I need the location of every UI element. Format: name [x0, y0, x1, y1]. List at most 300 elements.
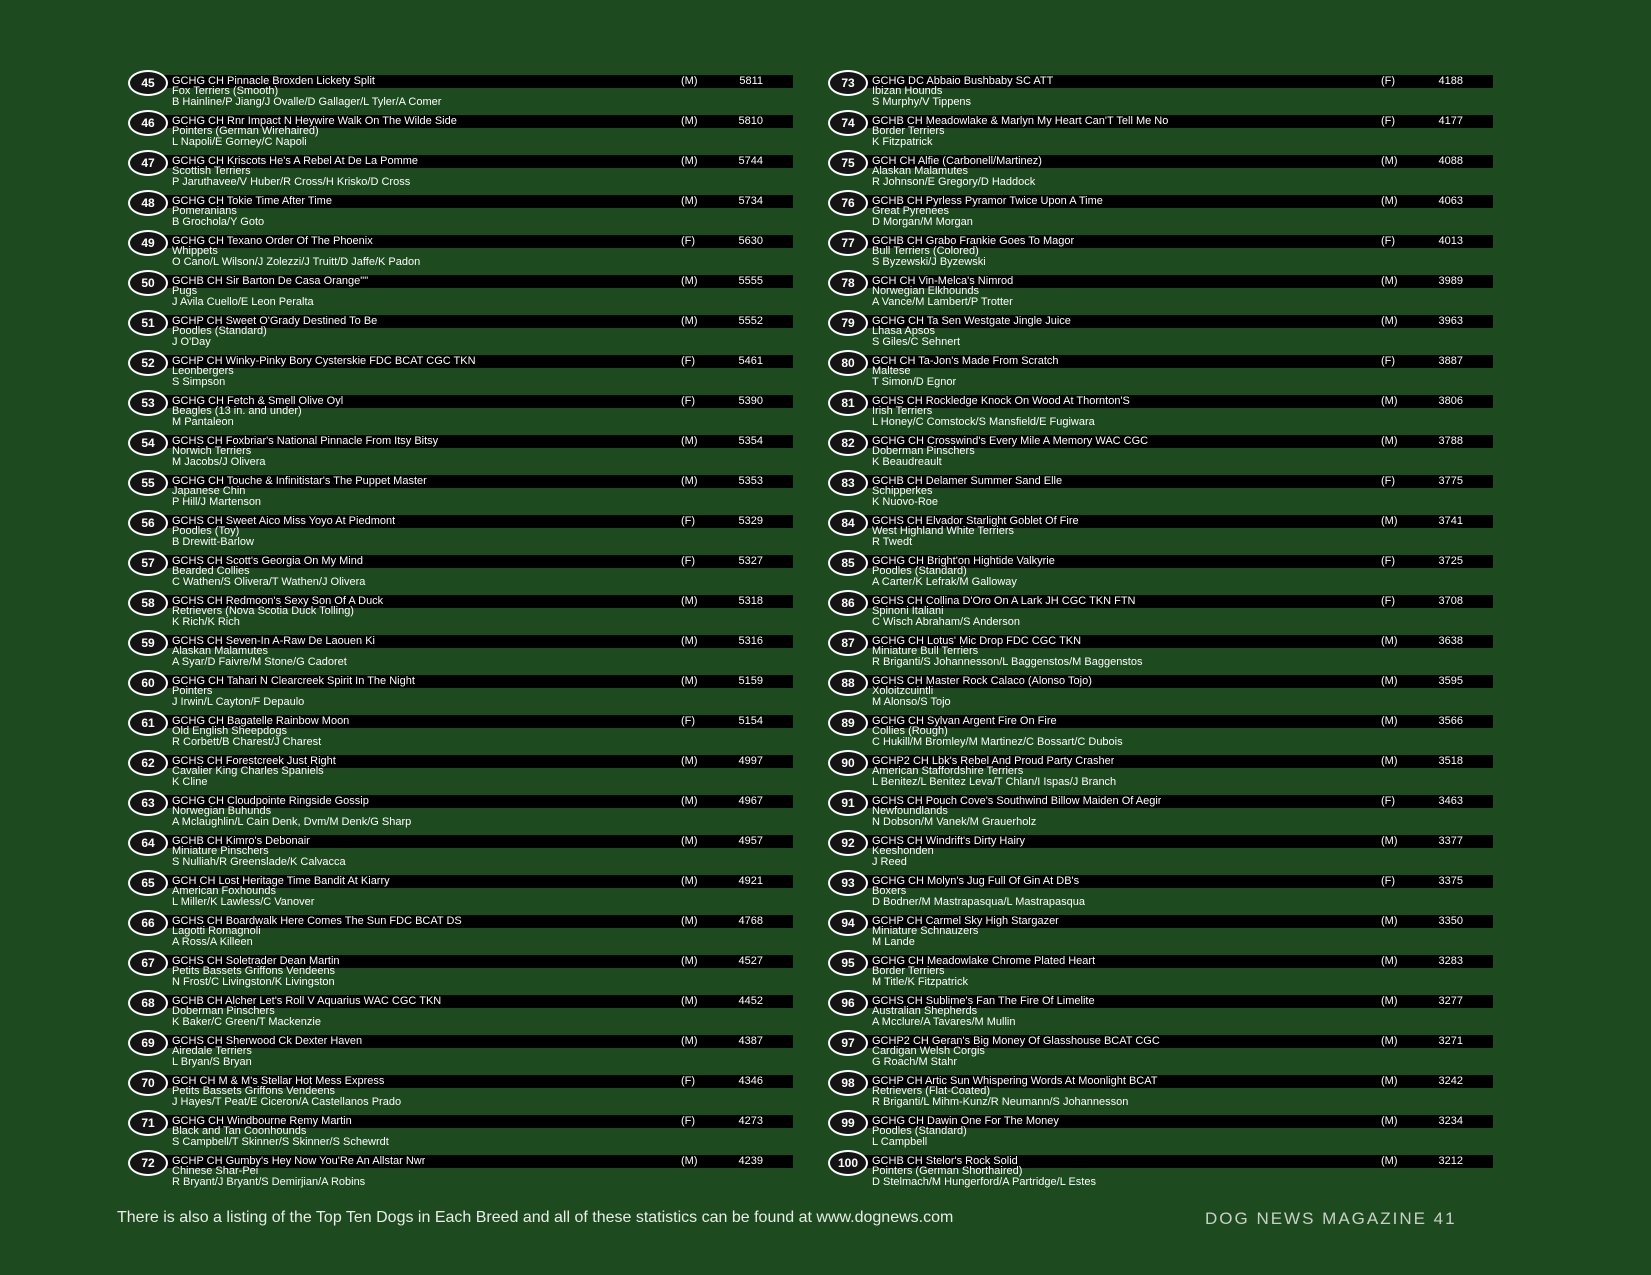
dog-sex: (M) [681, 995, 698, 1007]
dog-name: GCHG CH Bright'on Hightide Valkyrie [872, 555, 1055, 567]
dog-points: 4013 [1438, 235, 1463, 247]
dog-owners: A Syar/D Faivre/M Stone/G Cadoret [172, 656, 347, 668]
dog-owners: D Stelmach/M Hungerford/A Partridge/L Estes [872, 1176, 1096, 1188]
dog-sex: (M) [681, 1155, 698, 1167]
dog-name: GCHG CH Meadowlake Chrome Plated Heart [872, 955, 1096, 967]
dog-name: GCHS CH Foxbriar's National Pinnacle From Itsy Bitsy [172, 435, 439, 447]
rank-badge: 69 [128, 1030, 168, 1056]
dog-sex: (F) [681, 1075, 696, 1087]
dog-name: GCHG CH Tokie Time After Time [172, 195, 332, 207]
dog-owners: B Grochola/Y Goto [172, 216, 265, 228]
dog-sex: (M) [1381, 195, 1398, 207]
dog-owners: M Alonso/S Tojo [872, 696, 951, 708]
dog-points: 3518 [1438, 755, 1463, 767]
dog-points: 3725 [1438, 555, 1463, 567]
dog-name: GCHB CH Kimro's Debonair [172, 835, 310, 847]
dog-sex: (M) [681, 755, 698, 767]
dog-breed: Border Terriers [872, 965, 945, 977]
dog-name: GCHB CH Sir Barton De Casa Orange"" [172, 275, 369, 287]
ranking-entry [128, 1030, 793, 1070]
dog-owners: J Hayes/T Peat/E Ciceron/A Castellanos Prado [172, 1096, 402, 1108]
dog-breed: Bearded Collies [172, 565, 250, 577]
ranking-entry [828, 70, 1493, 110]
dog-name: GCHP CH Winky-Pinky Bory Cysterskie FDC BCAT CGC TKN [172, 355, 476, 367]
dog-points: 5154 [738, 715, 763, 727]
ranking-entry [828, 310, 1493, 350]
dog-points: 5318 [738, 595, 763, 607]
dog-breed: Lhasa Apsos [872, 325, 935, 337]
dog-points: 3271 [1438, 1035, 1463, 1047]
dog-sex: (F) [1381, 115, 1396, 127]
dog-owners: N Frost/C Livingston/K Livingston [172, 976, 335, 988]
rank-badge: 83 [828, 470, 868, 496]
ranking-entry [128, 350, 793, 390]
dog-breed: Australian Shepherds [872, 1005, 978, 1017]
dog-points: 3638 [1438, 635, 1463, 647]
dog-name: GCHS CH Seven-In A-Raw De Laouen Ki [172, 635, 375, 647]
dog-name: GCH CH Alfie (Carbonell/Martinez) [872, 155, 1042, 167]
ranking-entry [828, 1150, 1493, 1190]
dog-name: GCHS CH Pouch Cove's Southwind Billow Maiden Of Aegir [872, 795, 1162, 807]
dog-sex: (F) [1381, 595, 1396, 607]
rank-badge: 96 [828, 990, 868, 1016]
rank-badge: 80 [828, 350, 868, 376]
dog-name: GCHG CH Cloudpointe Ringside Gossip [172, 795, 369, 807]
dog-owners: L Napoli/E Gorney/C Napoli [172, 136, 307, 148]
rank-badge: 86 [828, 590, 868, 616]
dog-owners: S Campbell/T Skinner/S Skinner/S Schewrdt [172, 1136, 389, 1148]
dog-name: GCHB CH Delamer Summer Sand Elle [872, 475, 1063, 487]
rank-badge: 48 [128, 190, 168, 216]
dog-points: 3277 [1438, 995, 1463, 1007]
dog-breed: Newfoundlands [872, 805, 948, 817]
dog-name: GCH CH Vin-Melca's Nimrod [872, 275, 1014, 287]
dog-owners: R Briganti/S Johannesson/L Baggenstos/M Baggenstos [872, 656, 1143, 668]
dog-sex: (F) [681, 235, 696, 247]
ranking-entry [828, 270, 1493, 310]
ranking-entry [828, 950, 1493, 990]
dog-sex: (M) [681, 795, 698, 807]
dog-points: 5353 [738, 475, 763, 487]
ranking-entry [128, 230, 793, 270]
dog-points: 5354 [738, 435, 763, 447]
rank-badge: 45 [128, 70, 168, 96]
ranking-entry [828, 590, 1493, 630]
ranking-column-left [128, 70, 793, 1190]
dog-sex: (M) [681, 435, 698, 447]
dog-name: GCHG CH Bagatelle Rainbow Moon [172, 715, 350, 727]
dog-name: GCHG CH Texano Order Of The Phoenix [172, 235, 373, 247]
dog-owners: B Drewitt-Barlow [172, 536, 254, 548]
dog-sex: (F) [681, 555, 696, 567]
ranking-entry [128, 70, 793, 110]
dog-owners: T Simon/D Egnor [872, 376, 957, 388]
rank-badge: 66 [128, 910, 168, 936]
dog-sex: (M) [681, 475, 698, 487]
rank-badge: 64 [128, 830, 168, 856]
dog-breed: Ibizan Hounds [872, 85, 943, 97]
dog-name: GCHS CH Boardwalk Here Comes The Sun FDC BCAT DS [172, 915, 462, 927]
dog-breed: Japanese Chin [172, 485, 246, 497]
dog-breed: West Highland White Terriers [872, 525, 1015, 537]
dog-points: 3283 [1438, 955, 1463, 967]
dog-sex: (M) [1381, 755, 1398, 767]
ranking-entry [828, 390, 1493, 430]
dog-points: 4346 [738, 1075, 763, 1087]
ranking-entry [828, 1030, 1493, 1070]
dog-sex: (M) [1381, 395, 1398, 407]
dog-name: GCHS CH Elvador Starlight Goblet Of Fire [872, 515, 1079, 527]
ranking-entry [828, 190, 1493, 230]
dog-owners: M Pantaleon [172, 416, 234, 428]
ranking-entry [128, 950, 793, 990]
dog-points: 4921 [738, 875, 763, 887]
dog-sex: (M) [681, 675, 698, 687]
ranking-entry [128, 310, 793, 350]
dog-breed: Fox Terriers (Smooth) [172, 85, 279, 97]
dog-name: GCHB CH Grabo Frankie Goes To Magor [872, 235, 1075, 247]
dog-owners: B Hainline/P Jiang/J Ovalle/D Gallager/L Tyler/A Comer [172, 96, 442, 108]
dog-breed: Miniature Schnauzers [872, 925, 979, 937]
ranking-entry [828, 110, 1493, 150]
dog-breed: Xoloitzcuintli [872, 685, 934, 697]
dog-sex: (F) [681, 355, 696, 367]
dog-name: GCHP CH Carmel Sky High Stargazer [872, 915, 1059, 927]
dog-name: GCHS CH Sublime's Fan The Fire Of Limelite [872, 995, 1095, 1007]
dog-owners: A Vance/M Lambert/P Trotter [872, 296, 1013, 308]
dog-sex: (M) [1381, 835, 1398, 847]
dog-name: GCHB CH Stelor's Rock Solid [872, 1155, 1018, 1167]
ranking-entry [828, 430, 1493, 470]
dog-breed: Great Pyrenees [872, 205, 950, 217]
ranking-entry [128, 270, 793, 310]
dog-name: GCHP CH Gumby's Hey Now You'Re An Allstar Nwr [172, 1155, 426, 1167]
rank-badge: 88 [828, 670, 868, 696]
ranking-entry [828, 350, 1493, 390]
dog-sex: (M) [1381, 955, 1398, 967]
dog-owners: S Nulliah/R Greenslade/K Calvacca [172, 856, 346, 868]
ranking-entry [128, 510, 793, 550]
dog-points: 4997 [738, 755, 763, 767]
dog-owners: J Avila Cuello/E Leon Peralta [172, 296, 314, 308]
dog-breed: Miniature Pinschers [172, 845, 269, 857]
dog-name: GCHS CH Collina D'Oro On A Lark JH CGC TKN FTN [872, 595, 1136, 607]
dog-sex: (F) [681, 715, 696, 727]
dog-owners: K Rich/K Rich [172, 616, 240, 628]
dog-sex: (M) [1381, 635, 1398, 647]
footer-note: There is also a listing of the Top Ten Dogs in Each Breed and all of these statistics can be found at www.dognews.com [117, 1209, 954, 1226]
dog-breed: Pointers (German Shorthaired) [872, 1165, 1023, 1177]
dog-sex: (M) [1381, 915, 1398, 927]
dog-owners: S Simpson [172, 376, 226, 388]
rank-badge: 85 [828, 550, 868, 576]
dog-owners: R Bryant/J Bryant/S Demirjian/A Robins [172, 1176, 366, 1188]
dog-sex: (M) [681, 595, 698, 607]
rank-badge: 51 [128, 310, 168, 336]
dog-owners: J Reed [872, 856, 907, 868]
dog-breed: Collies (Rough) [872, 725, 948, 737]
dog-sex: (M) [1381, 155, 1398, 167]
dog-breed: Pointers [172, 685, 213, 697]
dog-owners: C Wisch Abraham/S Anderson [872, 616, 1020, 628]
dog-points: 4387 [738, 1035, 763, 1047]
dog-name: GCH CH Lost Heritage Time Bandit At Kiarry [172, 875, 390, 887]
dog-owners: S Byzewski/J Byzewski [872, 256, 986, 268]
ranking-entry [828, 630, 1493, 670]
dog-points: 5552 [738, 315, 763, 327]
dog-sex: (M) [1381, 675, 1398, 687]
dog-name: GCH CH M & M's Stellar Hot Mess Express [172, 1075, 385, 1087]
dog-sex: (M) [1381, 315, 1398, 327]
rank-badge: 72 [128, 1150, 168, 1176]
dog-points: 4957 [738, 835, 763, 847]
dog-owners: J O'Day [172, 336, 211, 348]
dog-name: GCHS CH Sherwood Ck Dexter Haven [172, 1035, 363, 1047]
dog-sex: (M) [1381, 715, 1398, 727]
ranking-entry [128, 750, 793, 790]
dog-owners: M Jacobs/J Olivera [172, 456, 266, 468]
dog-name: GCHB CH Alcher Let's Roll V Aquarius WAC CGC TKN [172, 995, 442, 1007]
rank-badge: 84 [828, 510, 868, 536]
dog-breed: Miniature Bull Terriers [872, 645, 979, 657]
rank-badge: 90 [828, 750, 868, 776]
dog-points: 3963 [1438, 315, 1463, 327]
dog-breed: Lagotti Romagnoli [172, 925, 261, 937]
dog-owners: R Twedt [872, 536, 913, 548]
rank-badge: 50 [128, 270, 168, 296]
dog-breed: Chinese Shar-Pei [172, 1165, 259, 1177]
ranking-entry [128, 870, 793, 910]
dog-owners: K Beaudreault [872, 456, 942, 468]
dog-points: 3788 [1438, 435, 1463, 447]
dog-breed: Pointers (German Wirehaired) [172, 125, 319, 137]
dog-points: 3775 [1438, 475, 1463, 487]
dog-owners: L Honey/C Comstock/S Mansfield/E Fugiwara [872, 416, 1095, 428]
dog-breed: Whippets [172, 245, 218, 257]
rank-badge: 63 [128, 790, 168, 816]
rank-badge: 70 [128, 1070, 168, 1096]
ranking-entry [828, 230, 1493, 270]
dog-name: GCHB CH Pyrless Pyramor Twice Upon A Time [872, 195, 1103, 207]
rank-badge: 98 [828, 1070, 868, 1096]
dog-owners: S Murphy/V Tippens [872, 96, 972, 108]
dog-breed: Norwich Terriers [172, 445, 252, 457]
dog-breed: Scottish Terriers [172, 165, 251, 177]
dog-owners: A Carter/K Lefrak/M Galloway [872, 576, 1017, 588]
ranking-entry [828, 550, 1493, 590]
dog-sex: (M) [681, 115, 698, 127]
rank-badge: 68 [128, 990, 168, 1016]
dog-breed: Norwegian Buhunds [172, 805, 272, 817]
dog-points: 5329 [738, 515, 763, 527]
dog-breed: American Foxhounds [172, 885, 276, 897]
dog-sex: (M) [1381, 515, 1398, 527]
dog-name: GCHG CH Rnr Impact N Heywire Walk On The Wilde Side [172, 115, 457, 127]
rank-badge: 77 [828, 230, 868, 256]
ranking-entry [828, 710, 1493, 750]
dog-breed: Cavalier King Charles Spaniels [172, 765, 324, 777]
ranking-entry [128, 590, 793, 630]
ranking-entry [828, 470, 1493, 510]
rank-badge: 65 [128, 870, 168, 896]
ranking-entry [828, 790, 1493, 830]
rank-badge: 99 [828, 1110, 868, 1136]
dog-breed: Poodles (Standard) [172, 325, 267, 337]
rank-badge: 94 [828, 910, 868, 936]
rank-badge: 58 [128, 590, 168, 616]
dog-breed: American Staffordshire Terriers [872, 765, 1024, 777]
dog-owners: M Lande [872, 936, 915, 948]
dog-name: GCHG CH Fetch & Smell Olive Oyl [172, 395, 344, 407]
dog-points: 3463 [1438, 795, 1463, 807]
dog-points: 5744 [738, 155, 763, 167]
ranking-entry [828, 1110, 1493, 1150]
dog-owners: L Campbell [872, 1136, 928, 1148]
ranking-entry [828, 990, 1493, 1030]
dog-points: 5810 [738, 115, 763, 127]
dog-points: 4088 [1438, 155, 1463, 167]
dog-name: GCHG CH Dawin One For The Money [872, 1115, 1059, 1127]
dog-owners: C Wathen/S Olivera/T Wathen/J Olivera [172, 576, 366, 588]
rank-badge: 55 [128, 470, 168, 496]
ranking-entry [128, 990, 793, 1030]
dog-breed: Spinoni Italiani [872, 605, 944, 617]
rank-badge: 53 [128, 390, 168, 416]
ranking-entry [128, 1110, 793, 1150]
ranking-entry [128, 190, 793, 230]
dog-owners: R Johnson/E Gregory/D Haddock [872, 176, 1036, 188]
dog-points: 3377 [1438, 835, 1463, 847]
dog-breed: Doberman Pinschers [172, 1005, 275, 1017]
dog-sex: (M) [1381, 995, 1398, 1007]
dog-sex: (F) [1381, 875, 1396, 887]
ranking-entry [828, 1070, 1493, 1110]
dog-points: 4188 [1438, 75, 1463, 87]
rank-badge: 60 [128, 670, 168, 696]
dog-points: 4452 [738, 995, 763, 1007]
ranking-entry [128, 910, 793, 950]
ranking-column-right [828, 70, 1493, 1190]
rank-badge: 61 [128, 710, 168, 736]
dog-points: 5734 [738, 195, 763, 207]
dog-name: GCHP CH Artic Sun Whispering Words At Moonlight BCAT [872, 1075, 1158, 1087]
dog-name: GCHG CH Touche & Infinitistar's The Puppet Master [172, 475, 427, 487]
dog-sex: (M) [681, 955, 698, 967]
rank-badge: 93 [828, 870, 868, 896]
ranking-entry [828, 910, 1493, 950]
dog-owners: K Fitzpatrick [872, 136, 933, 148]
dog-breed: Schipperkes [872, 485, 933, 497]
dog-points: 4768 [738, 915, 763, 927]
dog-points: 3708 [1438, 595, 1463, 607]
rank-badge: 75 [828, 150, 868, 176]
dog-points: 5316 [738, 635, 763, 647]
rank-badge: 52 [128, 350, 168, 376]
dog-sex: (M) [681, 75, 698, 87]
dog-points: 3375 [1438, 875, 1463, 887]
dog-points: 4273 [738, 1115, 763, 1127]
dog-breed: Old English Sheepdogs [172, 725, 287, 737]
dog-breed: Poodles (Toy) [172, 525, 240, 537]
dog-points: 3212 [1438, 1155, 1463, 1167]
dog-breed: Border Terriers [872, 125, 945, 137]
dog-name: GCHG CH Ta Sen Westgate Jingle Juice [872, 315, 1071, 327]
dog-name: GCHP2 CH Geran's Big Money Of Glasshouse BCAT CGC [872, 1035, 1160, 1047]
dog-owners: M Title/K Fitzpatrick [872, 976, 968, 988]
dog-owners: P Jaruthavee/V Huber/R Cross/H Krisko/D Cross [172, 176, 411, 188]
dog-sex: (F) [1381, 795, 1396, 807]
dog-name: GCHS CH Rockledge Knock On Wood At Thornton'S [872, 395, 1130, 407]
dog-sex: (F) [1381, 75, 1396, 87]
rank-badge: 82 [828, 430, 868, 456]
dog-breed: Poodles (Standard) [872, 1125, 967, 1137]
dog-owners: C Hukill/M Bromley/M Martinez/C Bossart/C Dubois [872, 736, 1123, 748]
dog-breed: Alaskan Malamutes [872, 165, 968, 177]
rank-badge: 71 [128, 1110, 168, 1136]
rank-badge: 74 [828, 110, 868, 136]
dog-points: 5159 [738, 675, 763, 687]
rank-badge: 97 [828, 1030, 868, 1056]
dog-breed: Poodles (Standard) [872, 565, 967, 577]
rank-badge: 100 [828, 1150, 868, 1176]
dog-points: 3234 [1438, 1115, 1463, 1127]
dog-name: GCHS CH Sweet Aico Miss Yoyo At Piedmont [172, 515, 396, 527]
page-label: DOG NEWS MAGAZINE 41 [1205, 1209, 1457, 1228]
rank-badge: 47 [128, 150, 168, 176]
dog-owners: G Roach/M Stahr [872, 1056, 957, 1068]
dog-breed: Petits Bassets Griffons Vendeens [172, 965, 336, 977]
dog-name: GCHS CH Redmoon's Sexy Son Of A Duck [172, 595, 384, 607]
ranking-entry [128, 630, 793, 670]
dog-points: 3350 [1438, 915, 1463, 927]
dog-breed: Doberman Pinschers [872, 445, 975, 457]
dog-owners: O Cano/L Wilson/J Zolezzi/J Truitt/D Jaffe/K Padon [172, 256, 421, 268]
dog-points: 3806 [1438, 395, 1463, 407]
ranking-entry [128, 710, 793, 750]
dog-owners: L Benitez/L Benitez Leva/T Chlan/I Ispas/J Branch [872, 776, 1117, 788]
ranking-entry [128, 110, 793, 150]
dog-sex: (M) [681, 155, 698, 167]
dog-breed: Boxers [872, 885, 907, 897]
dog-owners: K Baker/C Green/T Mackenzie [172, 1016, 321, 1028]
dog-name: GCHG DC Abbaio Bushbaby SC ATT [872, 75, 1054, 87]
dog-points: 5555 [738, 275, 763, 287]
dog-sex: (M) [1381, 1035, 1398, 1047]
dog-name: GCHG CH Tahari N Clearcreek Spirit In The Night [172, 675, 415, 687]
dog-points: 3887 [1438, 355, 1463, 367]
dog-owners: N Dobson/M Vanek/M Grauerholz [872, 816, 1037, 828]
dog-name: GCHS CH Windrift's Dirty Hairy [872, 835, 1026, 847]
dog-sex: (F) [681, 395, 696, 407]
dog-sex: (F) [681, 1115, 696, 1127]
dog-breed: Retrievers (Flat-Coated) [872, 1085, 990, 1097]
dog-points: 5461 [738, 355, 763, 367]
dog-breed: Airedale Terriers [172, 1045, 252, 1057]
dog-sex: (M) [681, 635, 698, 647]
dog-name: GCHS CH Master Rock Calaco (Alonso Tojo) [872, 675, 1092, 687]
ranking-entry [828, 510, 1493, 550]
ranking-entry [128, 1070, 793, 1110]
dog-sex: (M) [1381, 275, 1398, 287]
dog-points: 5630 [738, 235, 763, 247]
dog-points: 5811 [739, 75, 763, 87]
dog-breed: Black and Tan Coonhounds [172, 1125, 307, 1137]
ranking-entry [128, 1150, 793, 1190]
dog-owners: R Briganti/L Mihm-Kunz/R Neumann/S Johannesson [872, 1096, 1129, 1108]
dog-points: 4063 [1438, 195, 1463, 207]
rank-badge: 95 [828, 950, 868, 976]
dog-sex: (F) [681, 515, 696, 527]
